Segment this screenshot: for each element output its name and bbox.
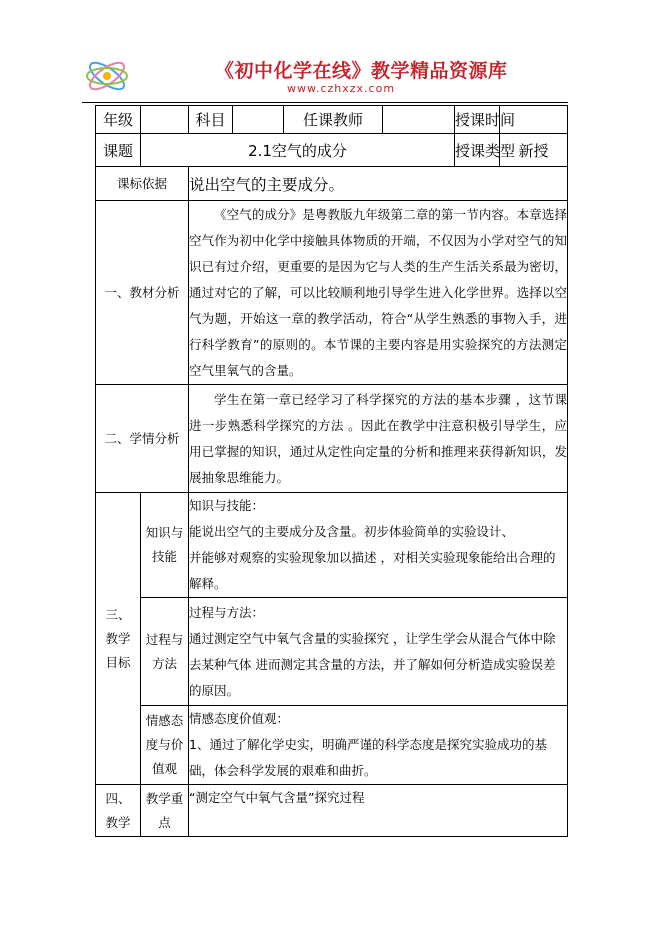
goals-label-line3: 目标 xyxy=(105,654,131,670)
students-text: 学生在第一章已经学习了科学探究的方法的基本步骤 ，这节课进一步熟悉科学探究的方法 。因此在教学中注意积极引导学生，应用已掌握的知识，通过从定性向定量的分析和推理来获得新知识，发展抽象思维能力。 xyxy=(189,391,567,485)
page-header xyxy=(0,0,661,105)
teacher-value[interactable] xyxy=(383,106,455,134)
focus-label-line1: 四、 xyxy=(105,790,131,806)
knowledge-label xyxy=(141,493,189,598)
info-row xyxy=(96,106,568,134)
topic-row xyxy=(96,134,568,167)
lesson-plan-table xyxy=(95,105,568,837)
knowledge-label-line2: 技能 xyxy=(151,549,177,564)
focus-sub-label xyxy=(141,785,189,837)
topic-value: 2.1空气的成分 xyxy=(141,134,455,167)
material-text-cell xyxy=(189,201,568,385)
time-label: 授课时间 xyxy=(455,106,500,134)
subject-label: 科目 xyxy=(189,106,233,134)
banner-url[interactable]: www.czhxzx.com xyxy=(287,82,396,95)
molecule-logo-icon xyxy=(82,56,132,96)
focus-label xyxy=(96,785,141,837)
focus-text: “测定空气中氧气含量”探究过程 xyxy=(189,785,568,837)
process-text: 通过测定空气中氧气含量的实验探究 ，让学生学会从混合气体中除去某种气体 进而测定其含量的方法，并了解如何分析造成实验误差的原因。 xyxy=(189,630,556,698)
emotion-heading: 情感态度价值观： xyxy=(189,711,290,726)
emotion-label-line2: 度与价 xyxy=(145,737,184,752)
knowledge-label-line1: 知识与 xyxy=(145,525,184,540)
emotion-label-line3: 值观 xyxy=(151,761,177,776)
material-label: 一、教材分析 xyxy=(96,201,189,385)
teacher-label: 任课教师 xyxy=(284,106,383,134)
knowledge-heading: 知识与技能： xyxy=(189,498,265,513)
knowledge-line2: 并能够对观察的实验现象加以描述 ，对相关实验现象能给出合理的解释。 xyxy=(189,550,556,591)
emotion-cell xyxy=(189,706,568,785)
subject-value[interactable] xyxy=(233,106,284,134)
header-divider xyxy=(82,102,568,103)
goals-emotion-row xyxy=(96,706,568,785)
knowledge-cell xyxy=(189,493,568,598)
focus-label-line2: 教学 xyxy=(105,814,131,830)
type-value: 新授 xyxy=(500,134,568,167)
topic-label: 课题 xyxy=(96,134,141,167)
focus-sub-label-line2: 点 xyxy=(158,814,171,830)
type-label: 授课类型 xyxy=(455,134,500,167)
focus-row xyxy=(96,785,568,837)
grade-value[interactable] xyxy=(141,106,189,134)
emotion-label-line1: 情感态 xyxy=(145,713,184,728)
process-heading: 过程与方法： xyxy=(189,604,265,620)
goals-label-line1: 三、 xyxy=(105,606,131,622)
process-cell xyxy=(189,598,568,706)
standard-row xyxy=(96,167,568,201)
process-label xyxy=(141,598,189,706)
emotion-label xyxy=(141,706,189,785)
grade-label: 年级 xyxy=(96,106,141,134)
process-label-line2: 方法 xyxy=(151,655,177,671)
goals-knowledge-row xyxy=(96,493,568,598)
material-text: 《空气的成分》是粤教版九年级第二章的第一节内容。本章选择空气作为初中化学中接触具体物质的开端，不仅因为小学对空气的知识已有过介绍，更重要的是因为它与人类的生产生活关系最为密切，通过对它的了解，可以比较顺利地引导学生进入化学世界。选择以空气为题，开始这一章的教学活动，符合“从学生熟悉的事物入手，进行科学教育”的原则的。本节课的主要内容是用实验探究的方法测定空气里氧气的含量。 xyxy=(189,206,567,378)
banner-title: 《初中化学在线》教学精品资源库 xyxy=(215,60,508,82)
students-row xyxy=(96,385,568,493)
focus-sub-label-line1: 教学重 xyxy=(145,790,184,806)
knowledge-line1: 能说出空气的主要成分及含量。初步体验简单的实验设计、 xyxy=(189,524,515,539)
emotion-text: 1、通过了解化学史实，明确严谨的科学态度是探究实验成功的基础，体会科学发展的艰难和曲折。 xyxy=(189,737,547,778)
students-text-cell xyxy=(189,385,568,493)
standard-text: 说出空气的主要成分。 xyxy=(189,167,568,201)
process-label-line1: 过程与 xyxy=(145,631,184,647)
material-row xyxy=(96,201,568,385)
goals-process-row xyxy=(96,598,568,706)
goals-label-line2: 教学 xyxy=(105,630,131,646)
students-label: 二、学情分析 xyxy=(96,385,189,493)
standard-label: 课标依据 xyxy=(96,167,189,201)
goals-label xyxy=(96,493,141,785)
